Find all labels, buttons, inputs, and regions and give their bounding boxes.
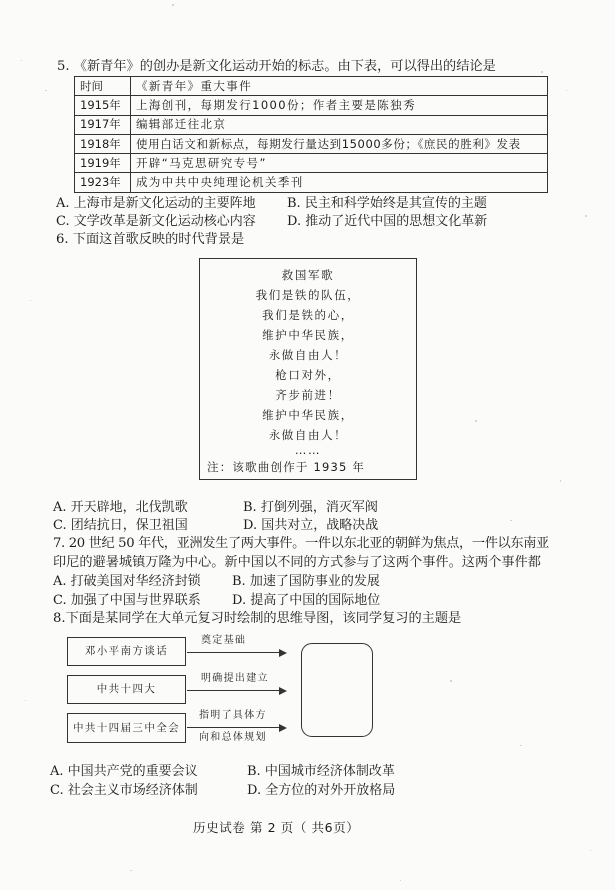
table-cell-year: 1918年 (75, 134, 131, 153)
table-cell-event: 开辟“马克思研究专号” (131, 154, 548, 173)
arrow-label: 指明了具体方 (199, 710, 267, 721)
q6-option-a: A. 开天辟地，北伐凯歌 (53, 500, 188, 515)
poem-line: 维护中华民族， (262, 328, 354, 342)
poem-line: 永做自由人！ (268, 348, 348, 362)
table-cell-year: 1917年 (75, 115, 131, 134)
arrow-right-icon (187, 727, 283, 728)
q5-option-b: B. 民主和科学始终是其宣传的主题 (287, 196, 487, 211)
q8-option-b: B. 中国城市经济体制改革 (247, 764, 395, 779)
q7-stem-line1: 7. 20 世纪 50 年代，亚洲发生了两大事件。一件以东北亚的朝鲜为焦点，一件以东南亚 (53, 536, 549, 551)
q5-stem: 5. 《新青年》的创办是新文化运动开始的标志。由下表，可以得出的结论是 (57, 59, 496, 74)
poem-line: 枪口对外， (275, 368, 341, 382)
q7-option-d: D. 提高了中国的国际地位 (232, 593, 381, 608)
poem-ellipsis: …… (294, 443, 322, 457)
poem-line: 我们是铁的队伍， (255, 288, 361, 302)
q6-option-b: B. 打倒列强，消灭军阀 (243, 500, 378, 515)
q5-table (74, 76, 548, 193)
table-row (75, 134, 548, 153)
q8-option-d: D. 全方位的对外开放格局 (247, 783, 396, 798)
table-cell-year: 1919年 (75, 154, 131, 173)
table-header-cell: 时间 (75, 77, 131, 96)
arrow-right-icon (187, 690, 283, 691)
q7-option-a: A. 打破美国对华经济封锁 (53, 574, 201, 589)
arrow-label: 奠定基础 (201, 635, 247, 646)
arrow-label: 明确提出建立 (201, 673, 269, 684)
mindmap-source-box: 邓小平南方谈话 (67, 637, 186, 666)
table-row (75, 115, 548, 134)
q7-option-b: B. 加速了国防事业的发展 (232, 574, 380, 589)
table-cell-year: 1915年 (75, 96, 131, 115)
arrow-right-icon (187, 652, 283, 653)
poem-line: 维护中华民族， (262, 408, 354, 422)
poem-line: 永做自由人！ (268, 428, 348, 442)
q6-stem: 6. 下面这首歌反映的时代背景是 (56, 232, 245, 247)
poem-box (199, 258, 417, 480)
table-cell-event: 编辑部迁往北京 (131, 115, 548, 134)
poem-line: 齐步前进！ (275, 388, 341, 402)
q6-option-d: D. 国共对立，战略决战 (243, 518, 379, 533)
table-row (75, 96, 548, 115)
poem-line: 我们是铁的心， (262, 308, 354, 322)
table-row (75, 154, 548, 173)
q8-option-a: A. 中国共产党的重要会议 (50, 764, 198, 779)
poem-note: 注：该歌曲创作于 1935 年 (207, 460, 366, 474)
table-cell-event: 上海创刊，每期发行1000份；作者主要是陈独秀 (131, 96, 548, 115)
q5-option-c: C. 文学改革是新文化运动核心内容 (56, 214, 256, 229)
q8-option-c: C. 社会主义市场经济体制 (50, 783, 198, 798)
q5-option-d: D. 推动了近代中国的思想文化革新 (287, 214, 488, 229)
table-cell-event: 使用白话文和新标点，每期发行量达到15000多份；《庶民的胜利》发表 (131, 134, 548, 153)
table-header-cell: 《新青年》重大事件 (131, 77, 548, 96)
q7-option-c: C. 加强了中国与世界联系 (53, 593, 201, 608)
table-header-row (75, 77, 548, 96)
table-row (75, 173, 548, 192)
q6-option-c: C. 团结抗日，保卫祖国 (53, 518, 188, 533)
mindmap-source-box: 中共十四届三中全会 (67, 713, 186, 743)
q8-stem: 8.下面是某同学在大单元复习时绘制的思维导图，该同学复习的主题是 (53, 611, 462, 626)
mindmap-answer-box (301, 643, 373, 737)
arrow-label: 向和总体规划 (199, 732, 267, 743)
q7-stem-line2: 印尼的避暑城镇万隆为中心。新中国以不同的方式参与了这两个事件。这两个事件都 (53, 555, 541, 570)
table-cell-event: 成为中共中央纯理论机关季刊 (131, 173, 548, 192)
table-cell-year: 1923年 (75, 173, 131, 192)
poem-title: 救国军歌 (281, 268, 335, 282)
page-footer: 历史试卷 第 2 页（ 共6页） (193, 820, 360, 835)
q5-option-a: A. 上海市是新文化运动的主要阵地 (56, 196, 256, 211)
mindmap-source-box: 中共十四大 (67, 675, 186, 704)
